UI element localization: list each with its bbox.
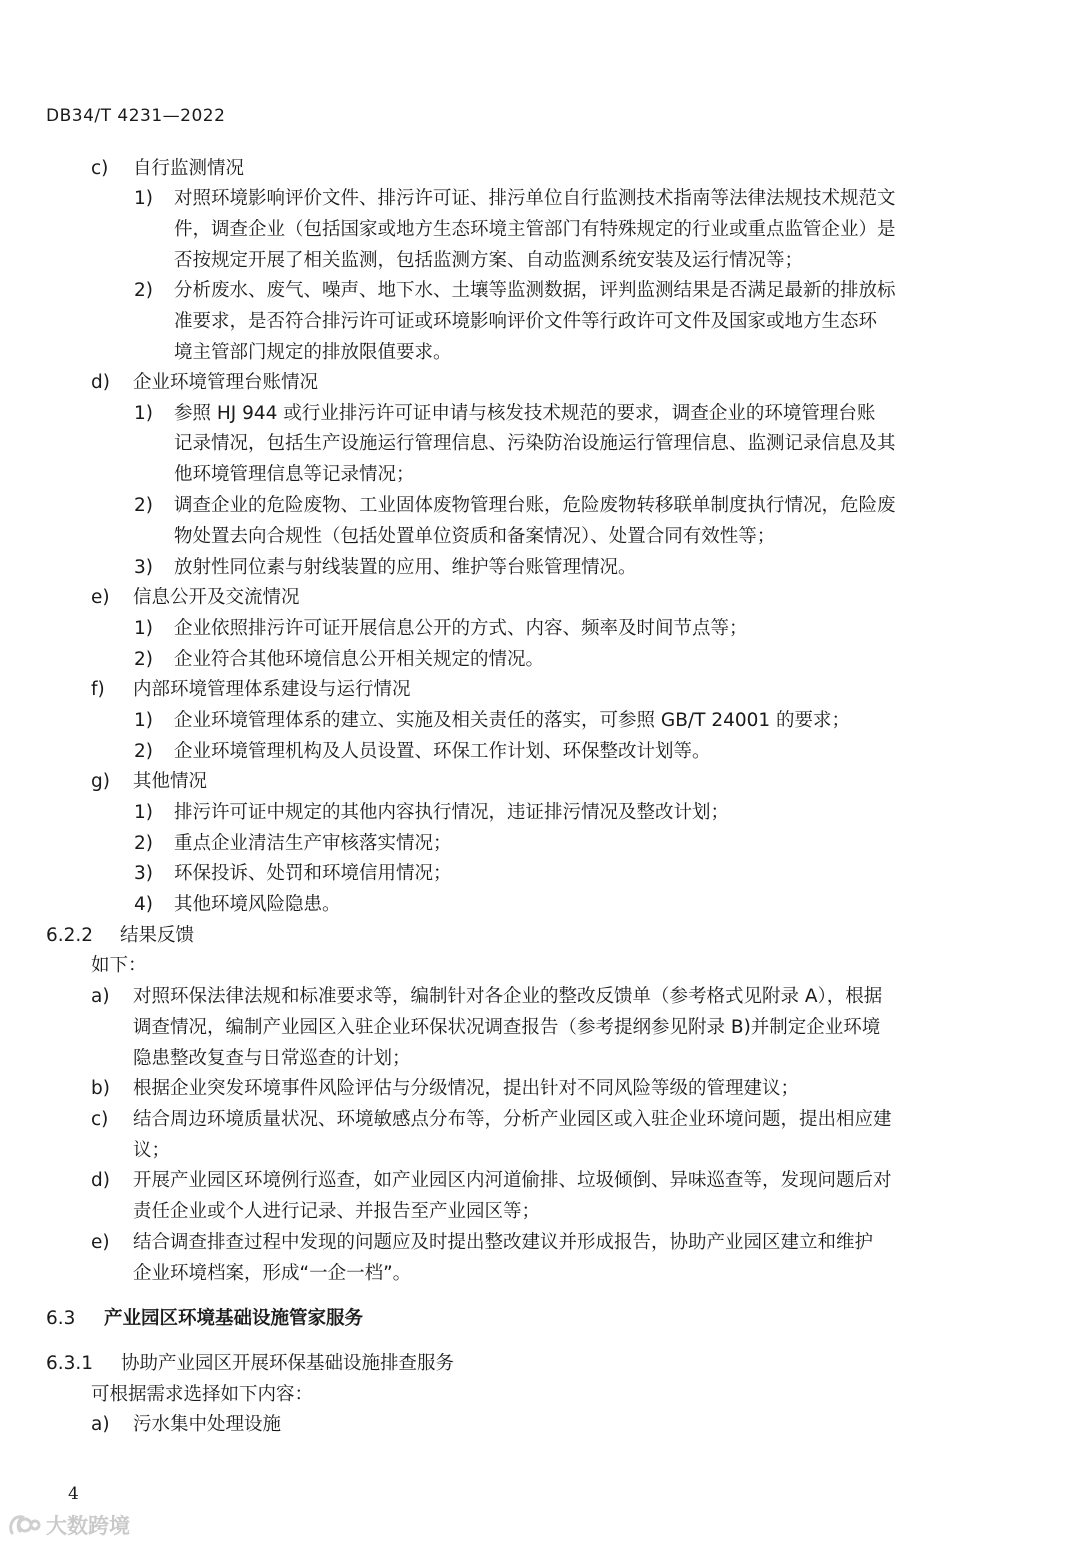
line-text: 调查情况，编制产业园区入驻企业环保状况调查报告（参考提纲参见附录 B)并制定企业环境	[133, 1017, 881, 1038]
line-text: 企业符合其他环境信息公开相关规定的情况。	[174, 649, 545, 670]
line-text: 重点企业清洁生产审核落实情况；	[174, 833, 452, 854]
line-text: 调查企业的危险废物、工业固体废物管理台账，危险废物转移联单制度执行情况，危险废	[174, 495, 896, 516]
list-marker: 1)	[134, 188, 153, 209]
line-text: 排污许可证中规定的其他内容执行情况，违证排污情况及整改计划；	[174, 802, 730, 823]
line-text: 境主管部门规定的排放限值要求。	[174, 342, 452, 363]
list-marker: a)	[91, 986, 110, 1007]
page-number: 4	[68, 1484, 79, 1504]
list-marker: 6.3	[46, 1308, 76, 1329]
list-marker: e)	[91, 587, 110, 608]
line-text: 根据企业突发环境事件风险评估与分级情况，提出针对不同风险等级的管理建议；	[133, 1078, 800, 1099]
line-text: 对照环保法律法规和标准要求等，编制针对各企业的整改反馈单（参考格式见附录 A），根据	[133, 986, 883, 1007]
line-text: 准要求，是否符合排污许可证或环境影响评价文件等行政许可文件及国家或地方生态环	[174, 311, 878, 332]
line-text: 协助产业园区开展环保基础设施排查服务	[121, 1353, 455, 1374]
line-text: 企业依照排污许可证开展信息公开的方式、内容、频率及时间节点等；	[174, 618, 748, 639]
line-text: 如下：	[91, 955, 147, 976]
line-text: 污水集中处理设施	[133, 1414, 282, 1435]
list-marker: 2)	[134, 649, 153, 670]
line-text: 他环境管理信息等记录情况；	[174, 464, 415, 485]
line-text: 可根据需求选择如下内容：	[91, 1384, 314, 1405]
list-marker: g)	[91, 771, 110, 792]
line-text: 议；	[133, 1140, 171, 1161]
list-marker: b)	[91, 1078, 110, 1099]
list-marker: 3)	[134, 863, 153, 884]
line-text: 放射性同位素与射线装置的应用、维护等台账管理情况。	[174, 557, 637, 578]
list-marker: 1)	[134, 618, 153, 639]
line-text: 内部环境管理体系建设与运行情况	[133, 679, 411, 700]
line-text: 其他环境风险隐患。	[174, 894, 341, 915]
line-text: 否按规定开展了相关监测，包括监测方案、自动监测系统安装及运行情况等；	[174, 250, 804, 271]
line-text: 记录情况，包括生产设施运行管理信息、污染防治设施运行管理信息、监测记录信息及其	[174, 433, 896, 454]
line-text: 对照环境影响评价文件、排污许可证、排污单位自行监测技术指南等法律法规技术规范文	[174, 188, 896, 209]
list-marker: d)	[91, 372, 110, 393]
watermark-text: 大数跨境	[46, 1514, 130, 1538]
list-marker: e)	[91, 1232, 110, 1253]
line-text: 企业环境管理机构及人员设置、环保工作计划、环保整改计划等。	[174, 741, 711, 762]
line-text: 件，调查企业（包括国家或地方生态环境主管部门有特殊规定的行业或重点监管企业）是	[174, 219, 896, 240]
list-marker: c)	[91, 158, 109, 179]
list-marker: c)	[91, 1109, 109, 1130]
list-marker: d)	[91, 1170, 110, 1191]
line-text: 结合周边环境质量状况、环境敏感点分布等，分析产业园区或入驻企业环境问题，提出相应建	[133, 1109, 892, 1130]
list-marker: f)	[91, 679, 105, 700]
list-marker: 2)	[134, 741, 153, 762]
list-marker: 2)	[134, 280, 153, 301]
line-text: 结合调查排查过程中发现的问题应及时提出整改建议并形成报告，协助产业园区建立和维护	[133, 1232, 874, 1253]
document-code: DB34/T 4231—2022	[46, 106, 226, 126]
line-text: 分析废水、废气、噪声、地下水、土壤等监测数据，评判监测结果是否满足最新的排放标	[174, 280, 896, 301]
line-text: 隐患整改复查与日常巡查的计划；	[133, 1048, 411, 1069]
line-text: 企业环境档案，形成“一企一档”。	[133, 1263, 412, 1284]
list-marker: 3)	[134, 557, 153, 578]
line-text: 产业园区环境基础设施管家服务	[104, 1308, 364, 1329]
line-text: 物处置去向合规性（包括处置单位资质和备案情况）、处置合同有效性等；	[174, 526, 776, 547]
list-marker: 1)	[134, 710, 153, 731]
list-marker: 1)	[134, 403, 153, 424]
list-marker: 2)	[134, 833, 153, 854]
list-marker: 4)	[134, 894, 153, 915]
list-marker: 6.3.1	[46, 1353, 94, 1374]
list-marker: 1)	[134, 802, 153, 823]
list-marker: 2)	[134, 495, 153, 516]
list-marker: a)	[91, 1414, 110, 1435]
line-text: 参照 HJ 944 或行业排污许可证申请与核发技术规范的要求，调查企业的环境管理台账	[174, 403, 876, 424]
line-text: 环保投诉、处罚和环境信用情况；	[174, 863, 452, 884]
line-text: 开展产业园区环境例行巡查，如产业园区内河道偷排、垃圾倾倒、异味巡查等，发现问题后对	[133, 1170, 892, 1191]
line-text: 其他情况	[133, 771, 208, 792]
line-text: 责任企业或个人进行记录、并报告至产业园区等；	[133, 1201, 541, 1222]
line-text: 企业环境管理台账情况	[133, 372, 319, 393]
line-text: 自行监测情况	[133, 158, 245, 179]
line-text: 信息公开及交流情况	[133, 587, 300, 608]
watermark-logo-icon	[8, 1511, 42, 1539]
watermark	[8, 1510, 130, 1540]
list-marker: 6.2.2	[46, 925, 94, 946]
line-text: 结果反馈	[120, 925, 195, 946]
line-text: 企业环境管理体系的建立、实施及相关责任的落实，可参照 GB/T 24001 的要求；	[174, 710, 851, 731]
